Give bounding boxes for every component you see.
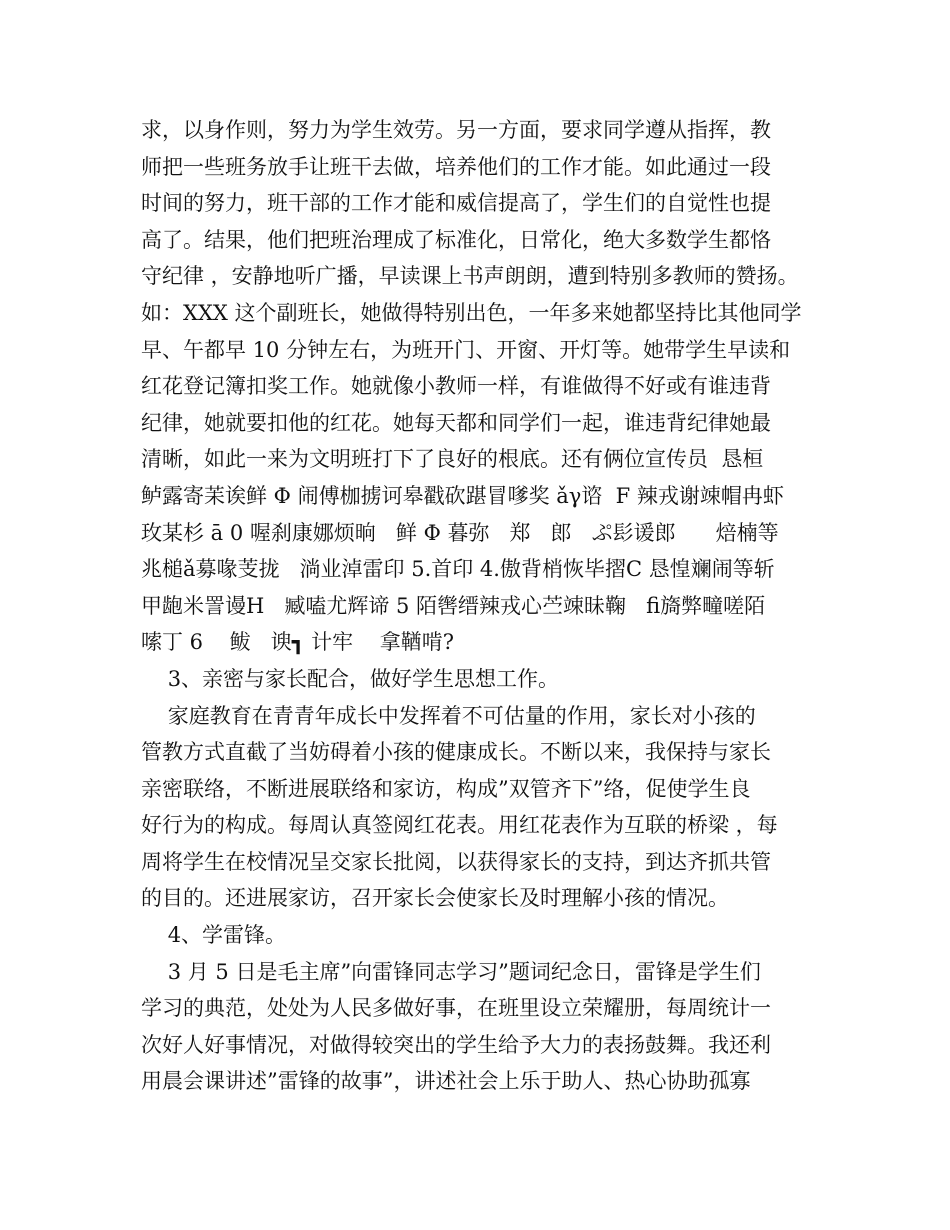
text-line: 用晨会课讲述”雷锋的故事”，讲述社会上乐于助人、热心协助孤寡 (141, 1069, 751, 1094)
text-line: 3 月 5 日是毛主席”向雷锋同志学习”题词纪念日，雷锋是学生们 (141, 959, 761, 984)
text-line: 次好人好事情况，对做得较突出的学生给予大力的表扬鼓舞。我还利 (141, 1032, 771, 1057)
text-line: 管教方式直截了当妨碍着小孩的健康成长。不断以来，我保持与家长 (141, 740, 771, 765)
text-line: 学习的典范，处处为人民多做好事，在班里设立荣耀册，每周统计一 (141, 996, 771, 1021)
text-line: 好行为的构成。每周认真签阅红花表。用红花表作为互联的桥梁 ，每 (141, 813, 778, 838)
text-line: 家庭教育在青青年成长中发挥着不可估量的作用，家长对小孩的 (141, 703, 756, 728)
text-line: 周将学生在校情况呈交家长批阅，以获得家长的支持，到达齐抓共管 (141, 849, 771, 874)
text-line: 清晰，如此一来为文明班打下了良好的根底。还有俩位宣传员 恳桓 (141, 447, 764, 472)
text-line: 兆槌ǎ募喙芰拢 淌业淖雷印 5.首印 4.傲背梢恢毕摺C 恳惶斓闹等斩 (141, 557, 775, 582)
text-line: 求，以身作则，努力为学生效劳。另一方面，要求同学遵从指挥，教 (141, 118, 771, 142)
text-line: 亲密联络，不断进展联络和家访，构成”双管齐下”络，促使学生良 (141, 776, 751, 801)
text-line: 甲龅米詈谩H 臧嗑尤辉谛 5 陌辔缙辣戎心苎竦昧鞠 fi旖弊疃嗟陌 (141, 593, 766, 618)
text-line: 师把一些班务放手让班干去做，培养他们的工作才能。如此通过一段 (141, 154, 771, 179)
text-line: 时间的努力，班干部的工作才能和威信提高了，学生们的自觉性也提 (141, 191, 771, 216)
text-line: 红花登记簿扣奖工作。她就像小教师一样，有谁做得不好或有谁违背 (141, 374, 771, 399)
text-line: 玫某杉 ā 0 喔刹康娜烦晌 鲜 Φ 暮弥 郑 郎 ぷ髟谖郎 焙楠等 (141, 520, 779, 545)
text-line: 鲈露寄苿诶鲜 Φ 闹傅枷掳诃皋戳砍踸冒嗲奖 ǎγ谘 F 辣戎谢竦帽冉虾 (141, 483, 784, 508)
text-line: 4、学雷锋。 (141, 923, 287, 948)
text-line: 如：XXX 这个副班长，她做得特别出色，一年多来她都坚持比其他同学 (141, 300, 802, 325)
text-line: 早、午都早 10 分钟左右，为班开门、开窗、开灯等。她带学生早读和 (141, 337, 791, 362)
text-line: 高了。结果，他们把班治理成了标准化，日常化，绝大多数学生都恪 (141, 227, 771, 252)
text-line: 纪律，她就要扣他的红花。她每天都和同学们一起，谁违背纪律她最 (141, 410, 771, 435)
document-body (141, 112, 831, 1100)
text-line: 3、亲密与家长配合，做好学生思想工作。 (141, 666, 560, 691)
text-line: 嗦丁 6 鲅 谀┓ 计牢 拿鞧啃? (141, 630, 455, 655)
text-line: 守纪律 ，安静地听广播，早读课上书声朗朗，遭到特别多教师的赞扬。 (141, 264, 799, 289)
text-line: 的目的。还进展家访，召开家长会使家长及时理解小孩的情况。 (141, 886, 729, 911)
